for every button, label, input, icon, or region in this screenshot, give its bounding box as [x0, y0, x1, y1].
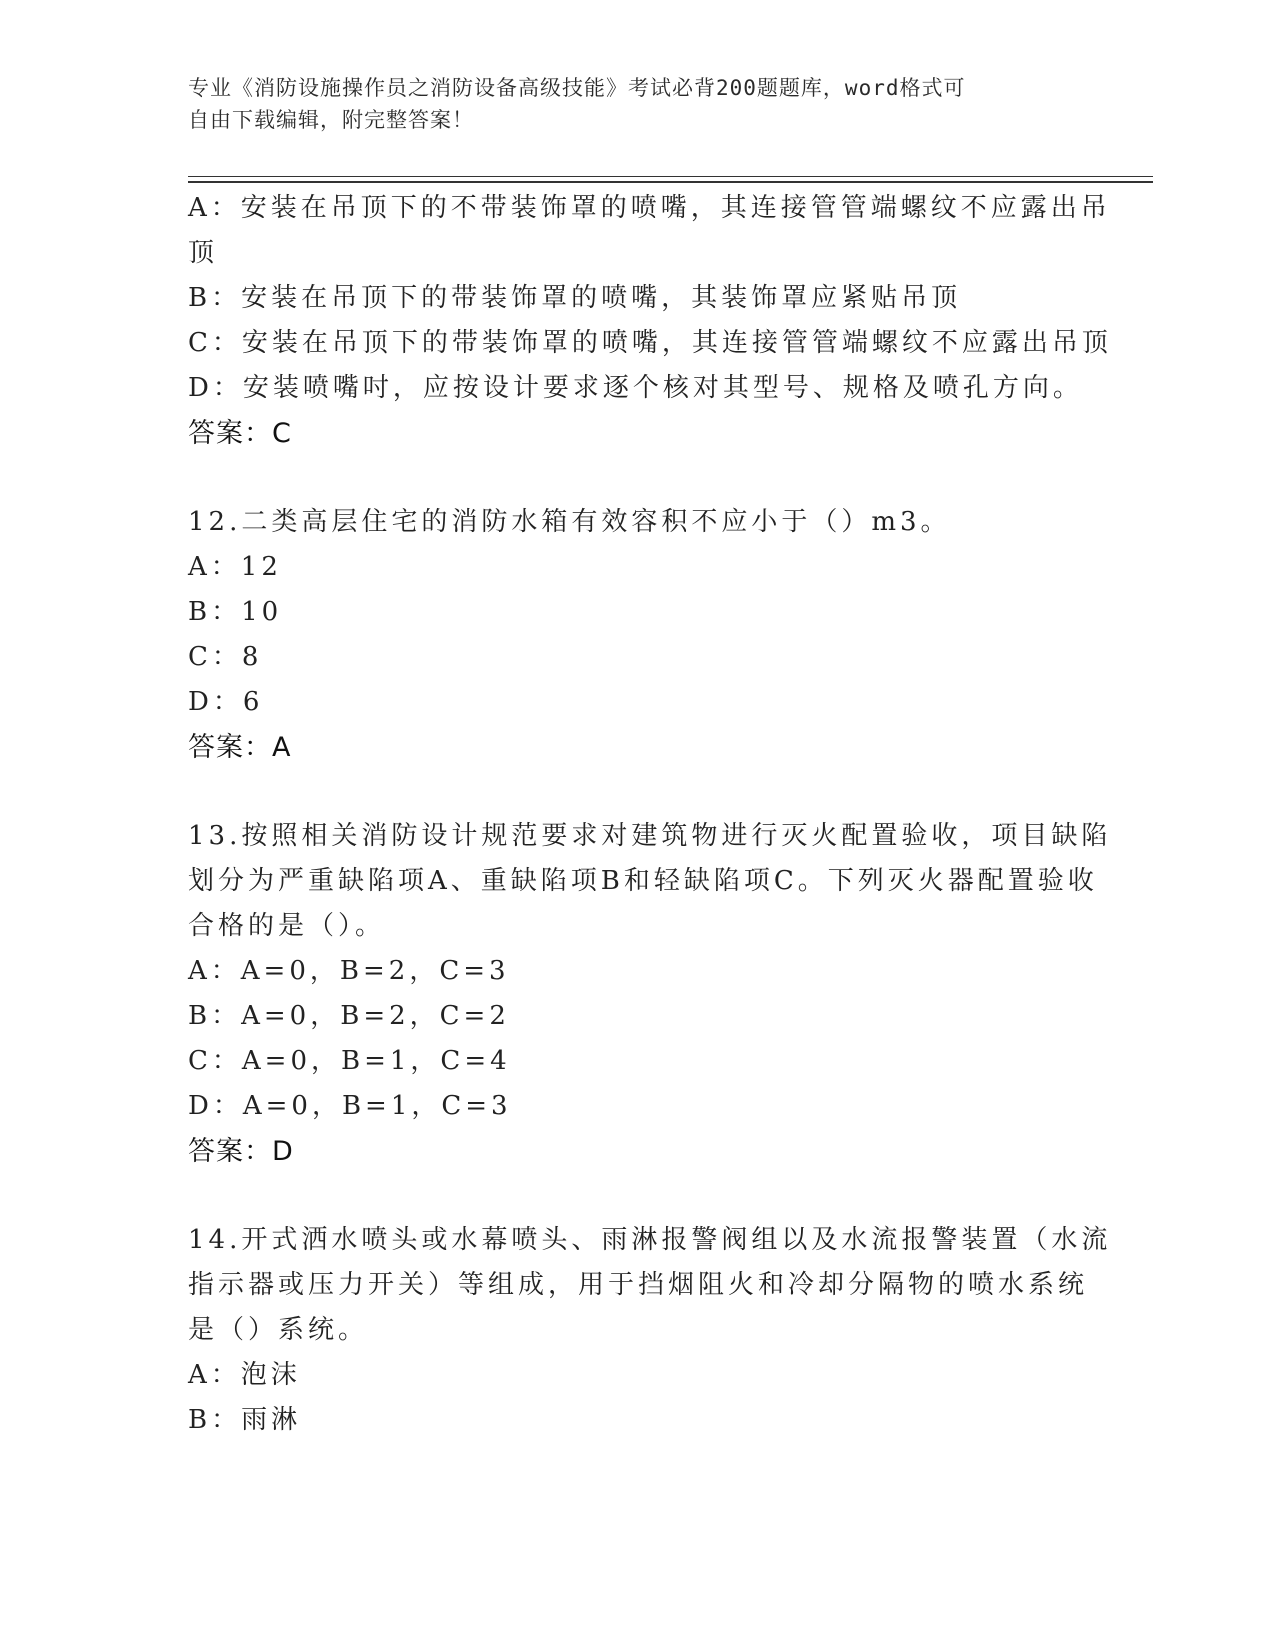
q13-stem-line2: 划分为严重缺陷项A、重缺陷项B和轻缺陷项C。下列灭火器配置验收	[188, 866, 1098, 896]
q11-option-c: C：安装在吊顶下的带装饰罩的喷嘴，其连接管管端螺纹不应露出吊顶	[188, 328, 1112, 358]
header-line-2: 自由下载编辑，附完整答案！	[188, 108, 474, 132]
q13-stem-line1: 13.按照相关消防设计规范要求对建筑物进行灭火配置验收，项目缺陷	[188, 821, 1112, 851]
header-line-1: 专业《消防设施操作员之消防设备高级技能》考试必背200题题库，word格式可	[188, 76, 966, 100]
q14-stem-line1: 14.开式洒水喷头或水幕喷头、雨淋报警阀组以及水流报警装置（水流	[188, 1225, 1112, 1255]
spacer	[188, 456, 1088, 500]
q13-option-a: A：A=0，B=2，C=3	[188, 956, 510, 986]
q11-option-b: B：安装在吊顶下的带装饰罩的喷嘴，其装饰罩应紧贴吊顶	[188, 283, 962, 313]
q14-option-a: A：泡沫	[188, 1360, 301, 1390]
question-11-block	[188, 186, 1112, 456]
q12-option-a: A：12	[188, 552, 282, 582]
q12-answer: 答案：A	[188, 732, 292, 763]
question-12-block	[188, 500, 1088, 770]
q11-option-d: D：安装喷嘴吋，应按设计要求逐个核对其型号、规格及喷孔方向。	[188, 373, 1083, 403]
header-rule-thick	[188, 181, 1153, 183]
spacer	[188, 770, 1088, 814]
q11-answer: 答案：C	[188, 418, 292, 449]
question-14-block	[188, 1218, 1112, 1443]
q14-option-b: B：雨淋	[188, 1405, 302, 1435]
question-13-block	[188, 814, 1112, 1174]
q13-option-b: B：A=0，B=2，C=2	[188, 1001, 510, 1031]
q12-stem: 12.二类高层住宅的消防水箱有效容积不应小于（）m3。	[188, 507, 951, 537]
document-header	[188, 72, 1068, 136]
q12-option-b: B：10	[188, 597, 283, 627]
header-rule-thin	[188, 176, 1153, 177]
q11-option-a-line1: A：安装在吊顶下的不带装饰罩的喷嘴，其连接管管端螺纹不应露出吊	[188, 193, 1111, 223]
q13-answer: 答案：D	[188, 1136, 294, 1167]
question-list	[188, 186, 1112, 1443]
spacer	[188, 1174, 1088, 1218]
q11-option-a-line2: 顶	[188, 238, 219, 268]
q12-option-d: D：6	[188, 687, 264, 717]
q13-stem-line3: 合格的是（）。	[188, 911, 386, 941]
q13-option-c: C：A=0，B=1，C=4	[188, 1046, 511, 1076]
q12-option-c: C：8	[188, 642, 263, 672]
q14-stem-line2: 指示器或压力开关）等组成，用于挡烟阻火和冷却分隔物的喷水系统	[188, 1270, 1089, 1300]
q14-stem-line3: 是（）系统。	[188, 1315, 369, 1345]
q13-option-d: D：A=0，B=1，C=3	[188, 1091, 512, 1121]
